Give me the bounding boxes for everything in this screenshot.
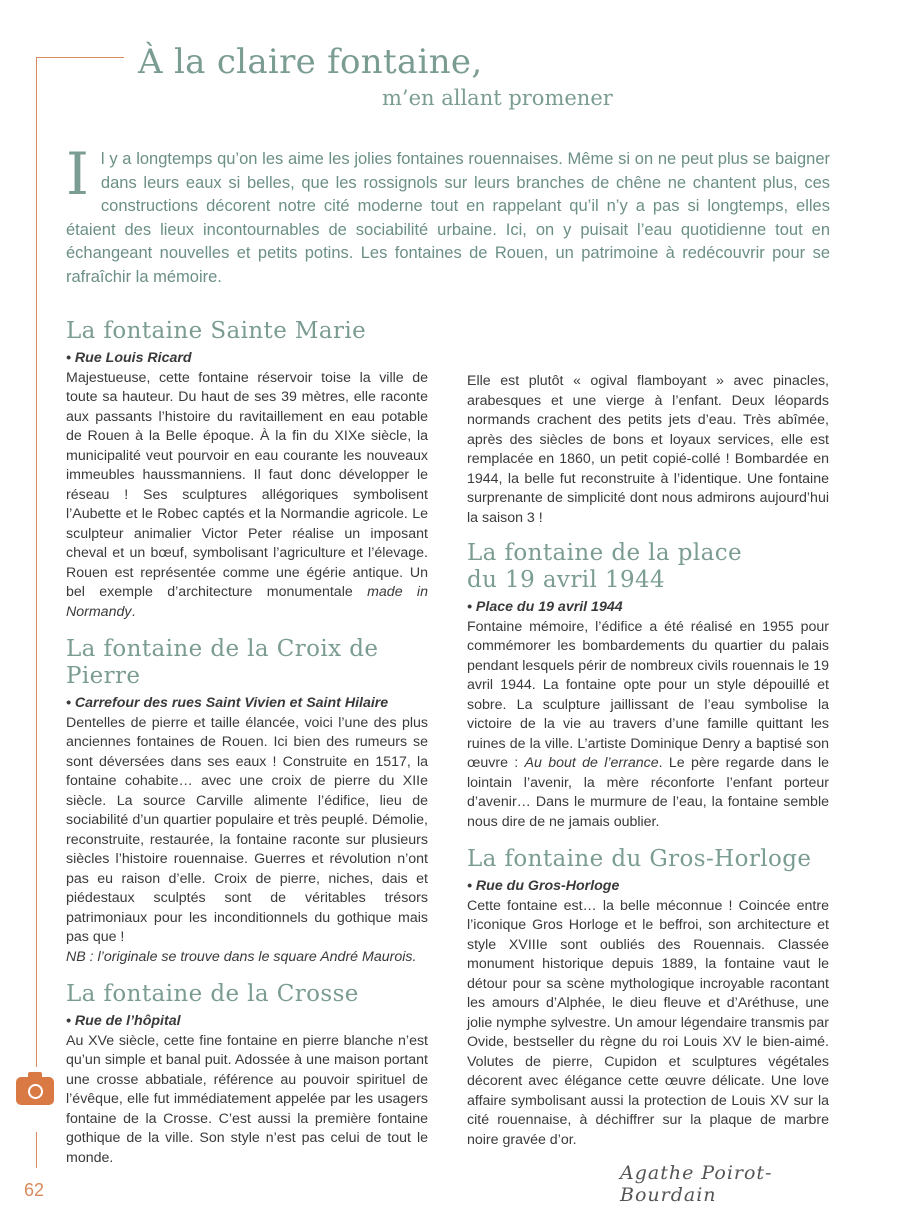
address-sainte-marie: • Rue Louis Ricard: [66, 350, 192, 366]
body-croix-de-pierre: Dentelles de pierre et taille élancée, voici l’une des plus anciennes fontaines de Rouen. Ici bien des rumeurs se sont déversées dans ses eaux ! Construite en 1517, la fontaine cohabite… avec une croix de pierre du XIIe siècle. La source Carville alimente l’édifice, lieu de sociabilité d’un quartier populaire et très peuplé. Démolie, reconstruite, restaurée, la fontaine raconte sur plusieurs siècles l’histoire rouennaise. Guerres et révolution n’ont pas eu raison d’elle. Croix de pierre, niches, dais et piédestaux sculptés sont de véritables trésors patrimoniaux pour les inconditionnels du gothique mais pas que !: [66, 714, 428, 945]
section-sainte-marie: [66, 318, 428, 622]
decorative-rule-left: [36, 57, 37, 1067]
page-number: 62: [24, 1180, 45, 1200]
body-text: Fontaine mémoire, l’édifice a été réalisé en 1955 pour commémorer les bombardements du quartier du palais pendant lesquels périr de nombreux civils rouennais le 19 avril 1944. La fontaine opte pour un style dépouillé et sobre. La sculpture jaillissant de l’eau symbolise la victoire de la vie au travers d’une famille quittant les ruines de la ville. L’artiste Dominique Denry a baptisé son œuvre :: [467, 618, 829, 771]
title-line-1: La fontaine de la place: [467, 540, 743, 566]
body-sainte-marie: [66, 369, 428, 623]
intro-paragraph: [66, 140, 830, 290]
address-gros-horloge: • Rue du Gros-Horloge: [467, 878, 620, 894]
section-gros-horloge: [467, 846, 829, 1150]
body-emphasis: Au bout de l’errance: [524, 755, 659, 771]
address-place-19-avril: • Place du 19 avril 1944: [467, 599, 623, 615]
decorative-rule-bottom: [36, 1132, 37, 1168]
page-title: À la claire fontaine,: [138, 42, 483, 82]
section-title-croix-de-pierre: La fontaine de la Croix de Pierre: [66, 636, 379, 689]
body-text-end: . Le père regarde dans le lointain l’avenir, la mère réconforte l’enfant porteur d’avenir… Dans le murmure de l’eau, la fontaine semble nous dire de ne jamais oublier.: [467, 755, 829, 830]
section-croix-de-pierre: [66, 636, 428, 967]
address-croix-de-pierre: • Carrefour des rues Saint Vivien et Saint Hilaire: [66, 695, 389, 711]
title-line-2: du 19 avril 1944: [467, 567, 666, 593]
left-column: [66, 318, 428, 1168]
body-crosse-continued: Elle est plutôt « ogival flamboyant » avec pinacles, arabesques et une vierge à l’enfant. Deux léopards normands crachent des petits jets d’eau. Très abîmée, après des siècles de bons et loyaux services, elle est remplacée en 1860, un petit copié-collé ! Bombardée en 1944, la belle fut reconstruite à l’identique. Une fontaine surprenante de simplicité dont nous admirons aujourd’hui la saison 3 !: [467, 373, 829, 526]
right-column: [467, 372, 829, 1150]
drop-cap: I: [66, 140, 89, 208]
author-signature: Agathe Poirot-Bourdain: [620, 1162, 773, 1206]
intro-text: l y a longtemps qu’on les aime les jolies fontaines rouennaises. Même si on ne peut plus se baigner dans leurs eaux si belles, que les rossignols sur leurs branches de chêne ne chantent plus, ces constructions décorent notre cité moderne tout en rappelant qu’il n’y a pas si longtemps, elles étaient des lieux incontournables de sociabilité urbaine. Ici, on y puisait l’eau quotidienne tout en échangeant nouvelles et petits potins. Les fontaines de Rouen, un patrimoine à redécouvrir pour se rafraîchir la mémoire.: [66, 150, 830, 286]
body-emphasis: made in Normandy: [66, 584, 428, 620]
section-title-crosse: La fontaine de la Crosse: [66, 981, 359, 1007]
note-croix-de-pierre: NB : l’originale se trouve dans le square André Maurois.: [66, 948, 417, 965]
section-title-sainte-marie: La fontaine Sainte Marie: [66, 318, 367, 344]
body-crosse: Au XVe siècle, cette fine fontaine en pierre blanche n’est qu’un simple et banal puit. Adossée à une maison portant une crosse abbatiale, référence au pouvoir spirituel de l’évêque, elle fut immédiatement appelée par les usagers fontaine de la Crosse. C’est aussi la première fontaine gothique de la ville. Son style n’est pas celui de tout le monde.: [66, 1032, 428, 1166]
body-text-end: .: [131, 603, 136, 620]
camera-icon: [16, 1077, 54, 1105]
address-crosse: • Rue de l’hôpital: [66, 1013, 181, 1029]
decorative-rule-top: [36, 57, 124, 58]
body-gros-horloge: Cette fontaine est… la belle méconnue ! Coincée entre l’iconique Gros Horloge et le beffroi, son architecture et style XVIIIe sont oubliés des Rouennais. Classée monument historique depuis 1889, la fontaine vaut le détour pour sa scène mythologique incroyable racontant les amours d’Alphée, le dieu fleuve et d’Aréthuse, une jolie nymphe sylvestre. Un amour légendaire transmis par Ovide, bestseller du règne du roi Louis XV le bien-aimé. Volutes de pierre, Cupidon et sculptures végétales décorent avec élégance cette œuvre délicate. Une love affaire symbolisant aussi la protection de Louis XV sur la cité rouennaise, à déchiffrer sur la plaque de marbre noire gravée d’or.: [467, 897, 829, 1148]
page-subtitle: m’en allant promener: [382, 86, 613, 110]
section-place-19-avril: [467, 540, 829, 832]
body-text: Majestueuse, cette fontaine réservoir toise la ville de toute sa hauteur. Du haut de ses 39 mètres, elle raconte aux passants l’histoire du ravitaillement en eau potable de Rouen à la Belle époque. À la fin du XIXe siècle, la municipalité veut pourvoir en eau courante les nouveaux immeubles haussmanniens. Il faut donc développer le réseau ! Ses sculptures allégoriques symbolisent l’Aubette et le Robec captés et la Normandie agricole. Le sculpteur animalier Victor Peter réalise un imposant cheval et un bœuf, symbolisant l’agriculture et l’élevage. Rouen est représentée comme une égérie antique. Un bel exemple d’architecture monumentale: [66, 369, 428, 600]
body-place-19-avril: [467, 618, 829, 833]
section-crosse: [66, 981, 428, 1168]
section-title-place-19-avril: [467, 540, 829, 594]
section-title-gros-horloge: La fontaine du Gros-Horloge: [467, 846, 812, 872]
